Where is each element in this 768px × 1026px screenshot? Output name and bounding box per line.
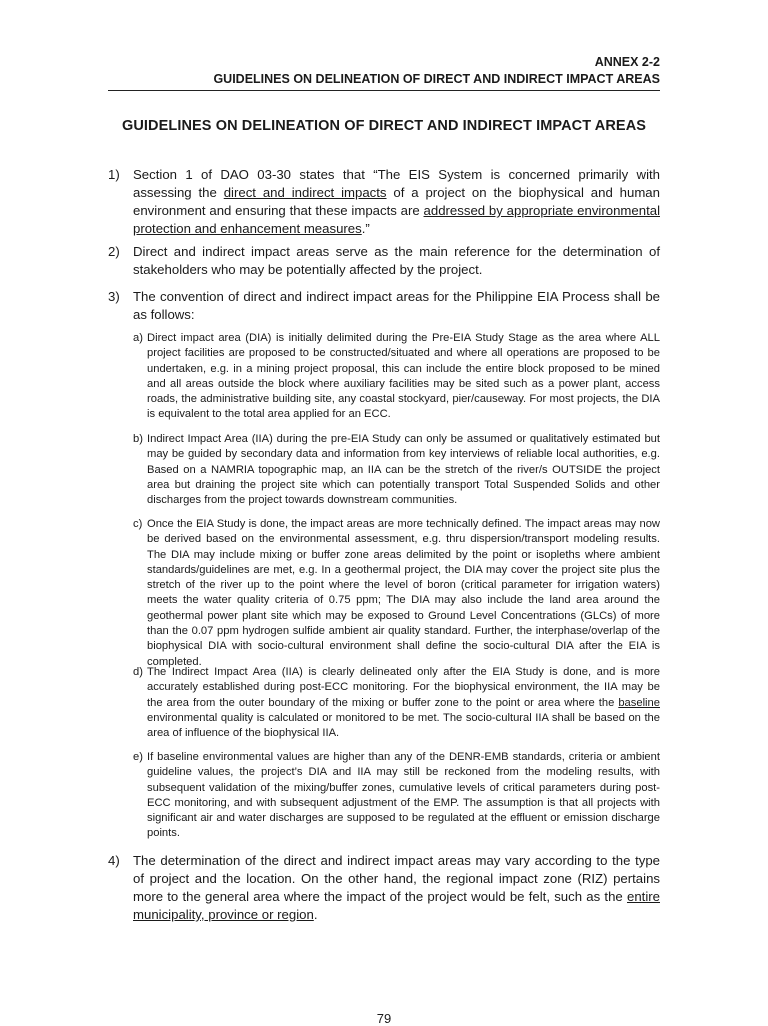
sub-item-e — [0, 750, 768, 842]
sub-item-c — [0, 517, 768, 670]
item-text: The determination of the direct and indirect impact areas may vary according to the type of project and the location. On the other hand, the regional impact zone (RIZ) pertains more to the general area where the impact of the project would be felt, such as the entire municipality, province or region. — [133, 853, 660, 922]
sub-item-text: The Indirect Impact Area (IIA) is clearly delineated only after the EIA Study is done, and is more accurately established during post-ECC monitoring. For the biophysical environment, the IIA may be the area from the outer boundary of the mixing or buffer zone to the point or area where the baseline environmental quality is calculated or monitored to be met. The socio-cultural IIA shall be based on the area of influence of the biophysical IIA. — [147, 666, 660, 740]
sub-item-text: Direct impact area (DIA) is initially delimited during the Pre-EIA Study Stage as the area where ALL project facilities are proposed to be constructed/situated and where all operations are proposed to be undertaken, e.g. in a mining project proposal, this can include the entire block proposed to be mined and all areas outside the block where auxiliary facilities may be sited such as a power plant, access roads, the administrative building site, any coastal stockyard, pier/causeway. For most projects, the DIA is equivalent to the total area applied for an ECC. — [147, 332, 660, 421]
sub-item-a — [0, 331, 768, 423]
annex-label: ANNEX 2-2 — [594, 55, 660, 69]
sub-item-d — [0, 665, 768, 741]
sub-item-b — [0, 432, 768, 508]
item-text: The convention of direct and indirect impact areas for the Philippine EIA Process shall be as follows: — [133, 289, 660, 322]
list-item-4 — [0, 852, 768, 924]
item-number: 3) — [108, 289, 120, 304]
page-number: 79 — [376, 1011, 392, 1026]
sub-item-letter: a) — [133, 332, 143, 344]
item-number: 2) — [108, 244, 120, 259]
item-number: 1) — [108, 167, 120, 182]
sub-item-text: Once the EIA Study is done, the impact areas are more technically defined. The impact areas may now be derived based on the environmental assessment, e.g. thru dispersion/transport modeling results. The DIA may include mixing or buffer zone areas delimited by the point or isopleths where ambient standards/guidelines are met, e.g. In a geothermal project, the DIA may cover the project site plus the stretch of the river up to the point where the level of boron (critical parameter for irrigation waters) meets the water quality criteria of 0.75 ppm; The DIA may also include the land area around the geothermal power plant site which may be exposed to Ground Level Concentrations (GLCs) of more than the 0.07 ppm hydrogen sulfide ambient air quality standard. Further, the interphase/overlap of the biophysical DIA with socio-cultural environment shall define the socio-cultural DIA after the EIA is completed. — [147, 518, 660, 668]
sub-item-letter: b) — [133, 433, 143, 445]
sub-item-letter: d) — [133, 666, 143, 678]
list-item-2 — [0, 243, 768, 279]
sub-item-letter: c) — [133, 518, 143, 530]
sub-item-letter: e) — [133, 751, 143, 763]
header-rule — [108, 90, 660, 91]
sub-item-text: If baseline environmental values are higher than any of the DENR-EMB standards, criteria or ambient guideline values, the project’s DIA and IIA may still be reckoned from the modeling results, with subsequent validation of the mixing/buffer zones, cumulative levels of critical parameters during post-ECC monitoring, and with subsequent adjustment of the EMP. The assumption is that all projects with significant air and water discharges are supposed to be regulated at the effluent or emission discharge points. — [147, 751, 660, 840]
page-title: GUIDELINES ON DELINEATION OF DIRECT AND INDIRECT IMPACT AREAS — [121, 118, 647, 134]
item-text: Section 1 of DAO 03-30 states that “The EIS System is concerned primarily with assessing the direct and indirect impacts of a project on the biophysical and human environment and ensuring that these impacts are addressed by appropriate environmental protection and enhancement measures.” — [133, 167, 660, 236]
annex-title: GUIDELINES ON DELINEATION OF DIRECT AND INDIRECT IMPACT AREAS — [213, 72, 660, 86]
item-text: Direct and indirect impact areas serve as the main reference for the determination of stakeholders who may be potentially affected by the project. — [133, 244, 660, 277]
list-item-3 — [0, 288, 768, 324]
item-number: 4) — [108, 853, 120, 868]
list-item-1 — [0, 166, 768, 238]
sub-item-text: Indirect Impact Area (IIA) during the pre-EIA Study can only be assumed or qualitatively estimated but may be guided by secondary data and information from key interviews of reliable local authorities, e.g. Based on a NAMRIA topographic map, an IIA can be the stretch of the river/s OUTSIDE the project area but draining the project site which can potentially transport Total Suspended Solids and other discharges from the project towards downstream communities. — [147, 433, 660, 507]
